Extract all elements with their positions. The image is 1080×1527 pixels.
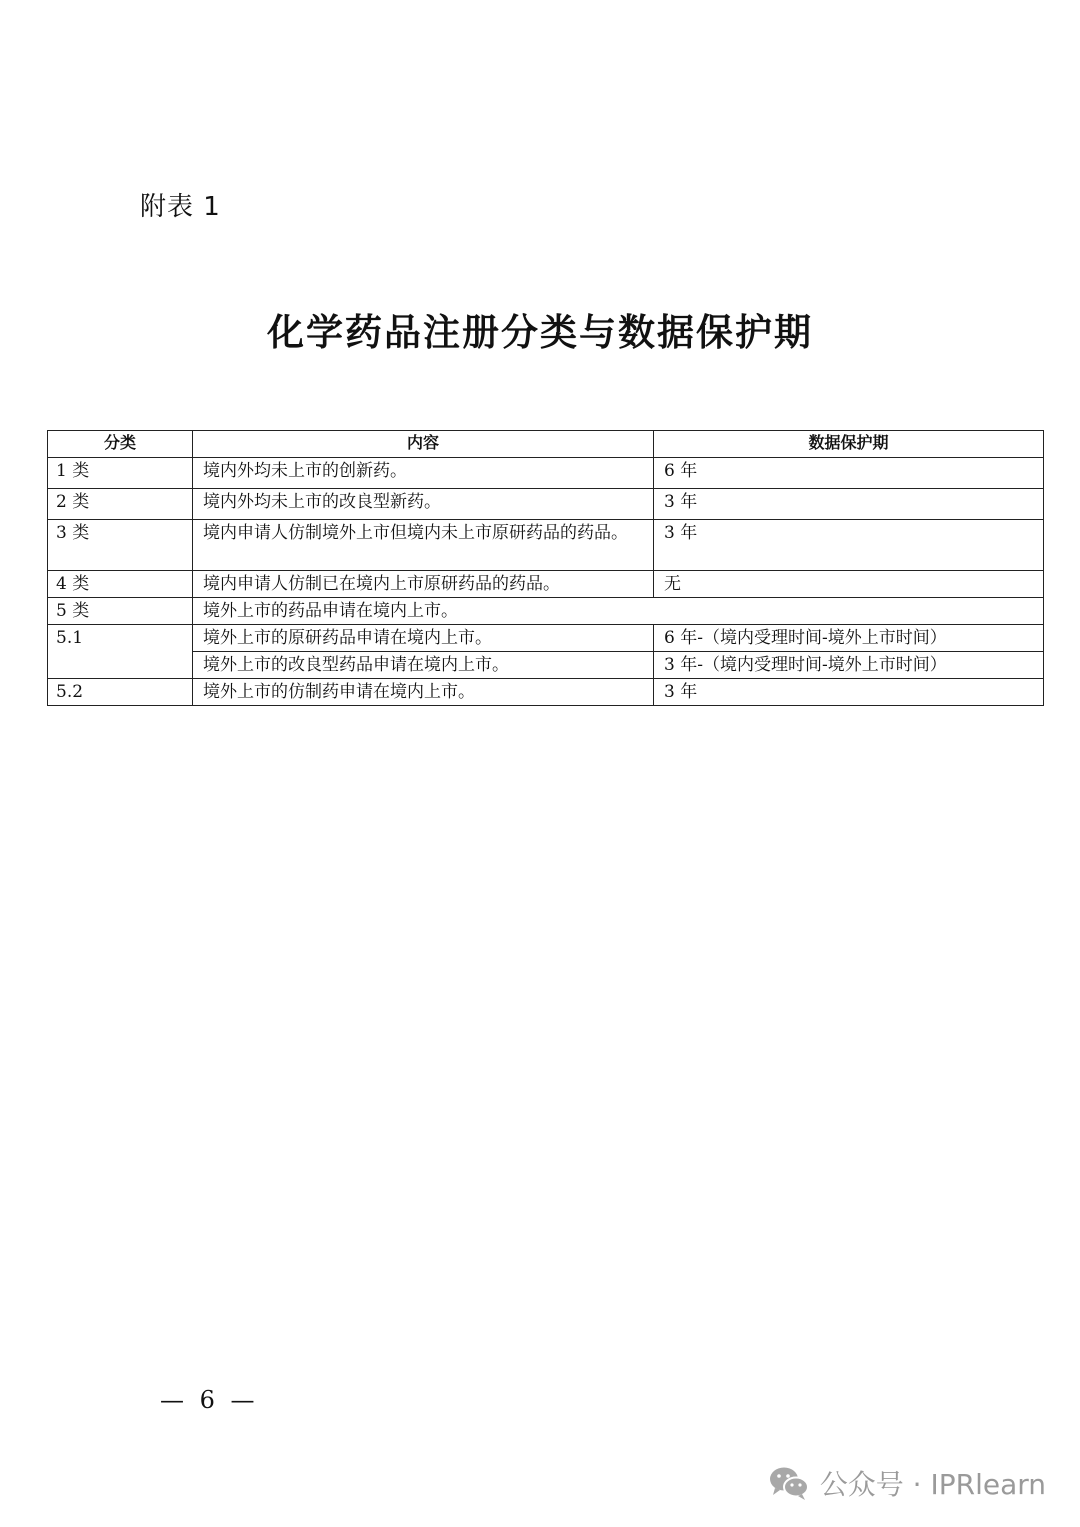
- cell-category: 4 类: [48, 571, 193, 598]
- header-content: 内容: [193, 431, 654, 458]
- cell-period: 无: [654, 571, 1044, 598]
- watermark-text: 公众号 · IPRlearn: [819, 1468, 1046, 1501]
- registration-table: [47, 430, 1044, 706]
- cell-category: 5 类: [48, 598, 193, 625]
- table-row: [48, 489, 1044, 520]
- header-period: 数据保护期: [654, 431, 1044, 458]
- table-row: [48, 679, 1044, 706]
- header-category: 分类: [48, 431, 193, 458]
- cell-content: 境外上市的改良型药品申请在境内上市。: [193, 652, 654, 679]
- cell-content: 境内申请人仿制已在境内上市原研药品的药品。: [193, 571, 654, 598]
- cell-category: 2 类: [48, 489, 193, 520]
- cell-category: 1 类: [48, 458, 193, 489]
- cell-content: 境内申请人仿制境外上市但境内未上市原研药品的药品。: [193, 520, 654, 571]
- cell-period: 3 年-（境内受理时间-境外上市时间）: [654, 652, 1044, 679]
- page-title: 化学药品注册分类与数据保护期: [267, 311, 813, 354]
- cell-period: 3 年: [654, 520, 1044, 571]
- cell-period: 3 年: [654, 489, 1044, 520]
- cell-period: 6 年-（境内受理时间-境外上市时间）: [654, 625, 1044, 652]
- cell-category: 5.2: [48, 679, 193, 706]
- cell-period: 3 年: [654, 679, 1044, 706]
- table-row: [48, 520, 1044, 571]
- appendix-label: 附表 1: [140, 192, 221, 222]
- cell-content: 境内外均未上市的改良型新药。: [193, 489, 654, 520]
- wechat-icon: [768, 1465, 810, 1501]
- table-row: [48, 625, 1044, 652]
- cell-category: 3 类: [48, 520, 193, 571]
- table-row: [48, 571, 1044, 598]
- cell-content: 境外上市的原研药品申请在境内上市。: [193, 625, 654, 652]
- cell-content: 境外上市的药品申请在境内上市。: [193, 598, 1044, 625]
- table-row: [48, 598, 1044, 625]
- table-row: [48, 652, 1044, 679]
- cell-content: 境内外均未上市的创新药。: [193, 458, 654, 489]
- cell-content: 境外上市的仿制药申请在境内上市。: [193, 679, 654, 706]
- cell-period: 6 年: [654, 458, 1044, 489]
- table-header-row: [48, 431, 1044, 458]
- page-number: — 6 —: [160, 1386, 259, 1414]
- watermark: [768, 1463, 1046, 1503]
- table-row: [48, 458, 1044, 489]
- cell-category: 5.1: [48, 625, 193, 679]
